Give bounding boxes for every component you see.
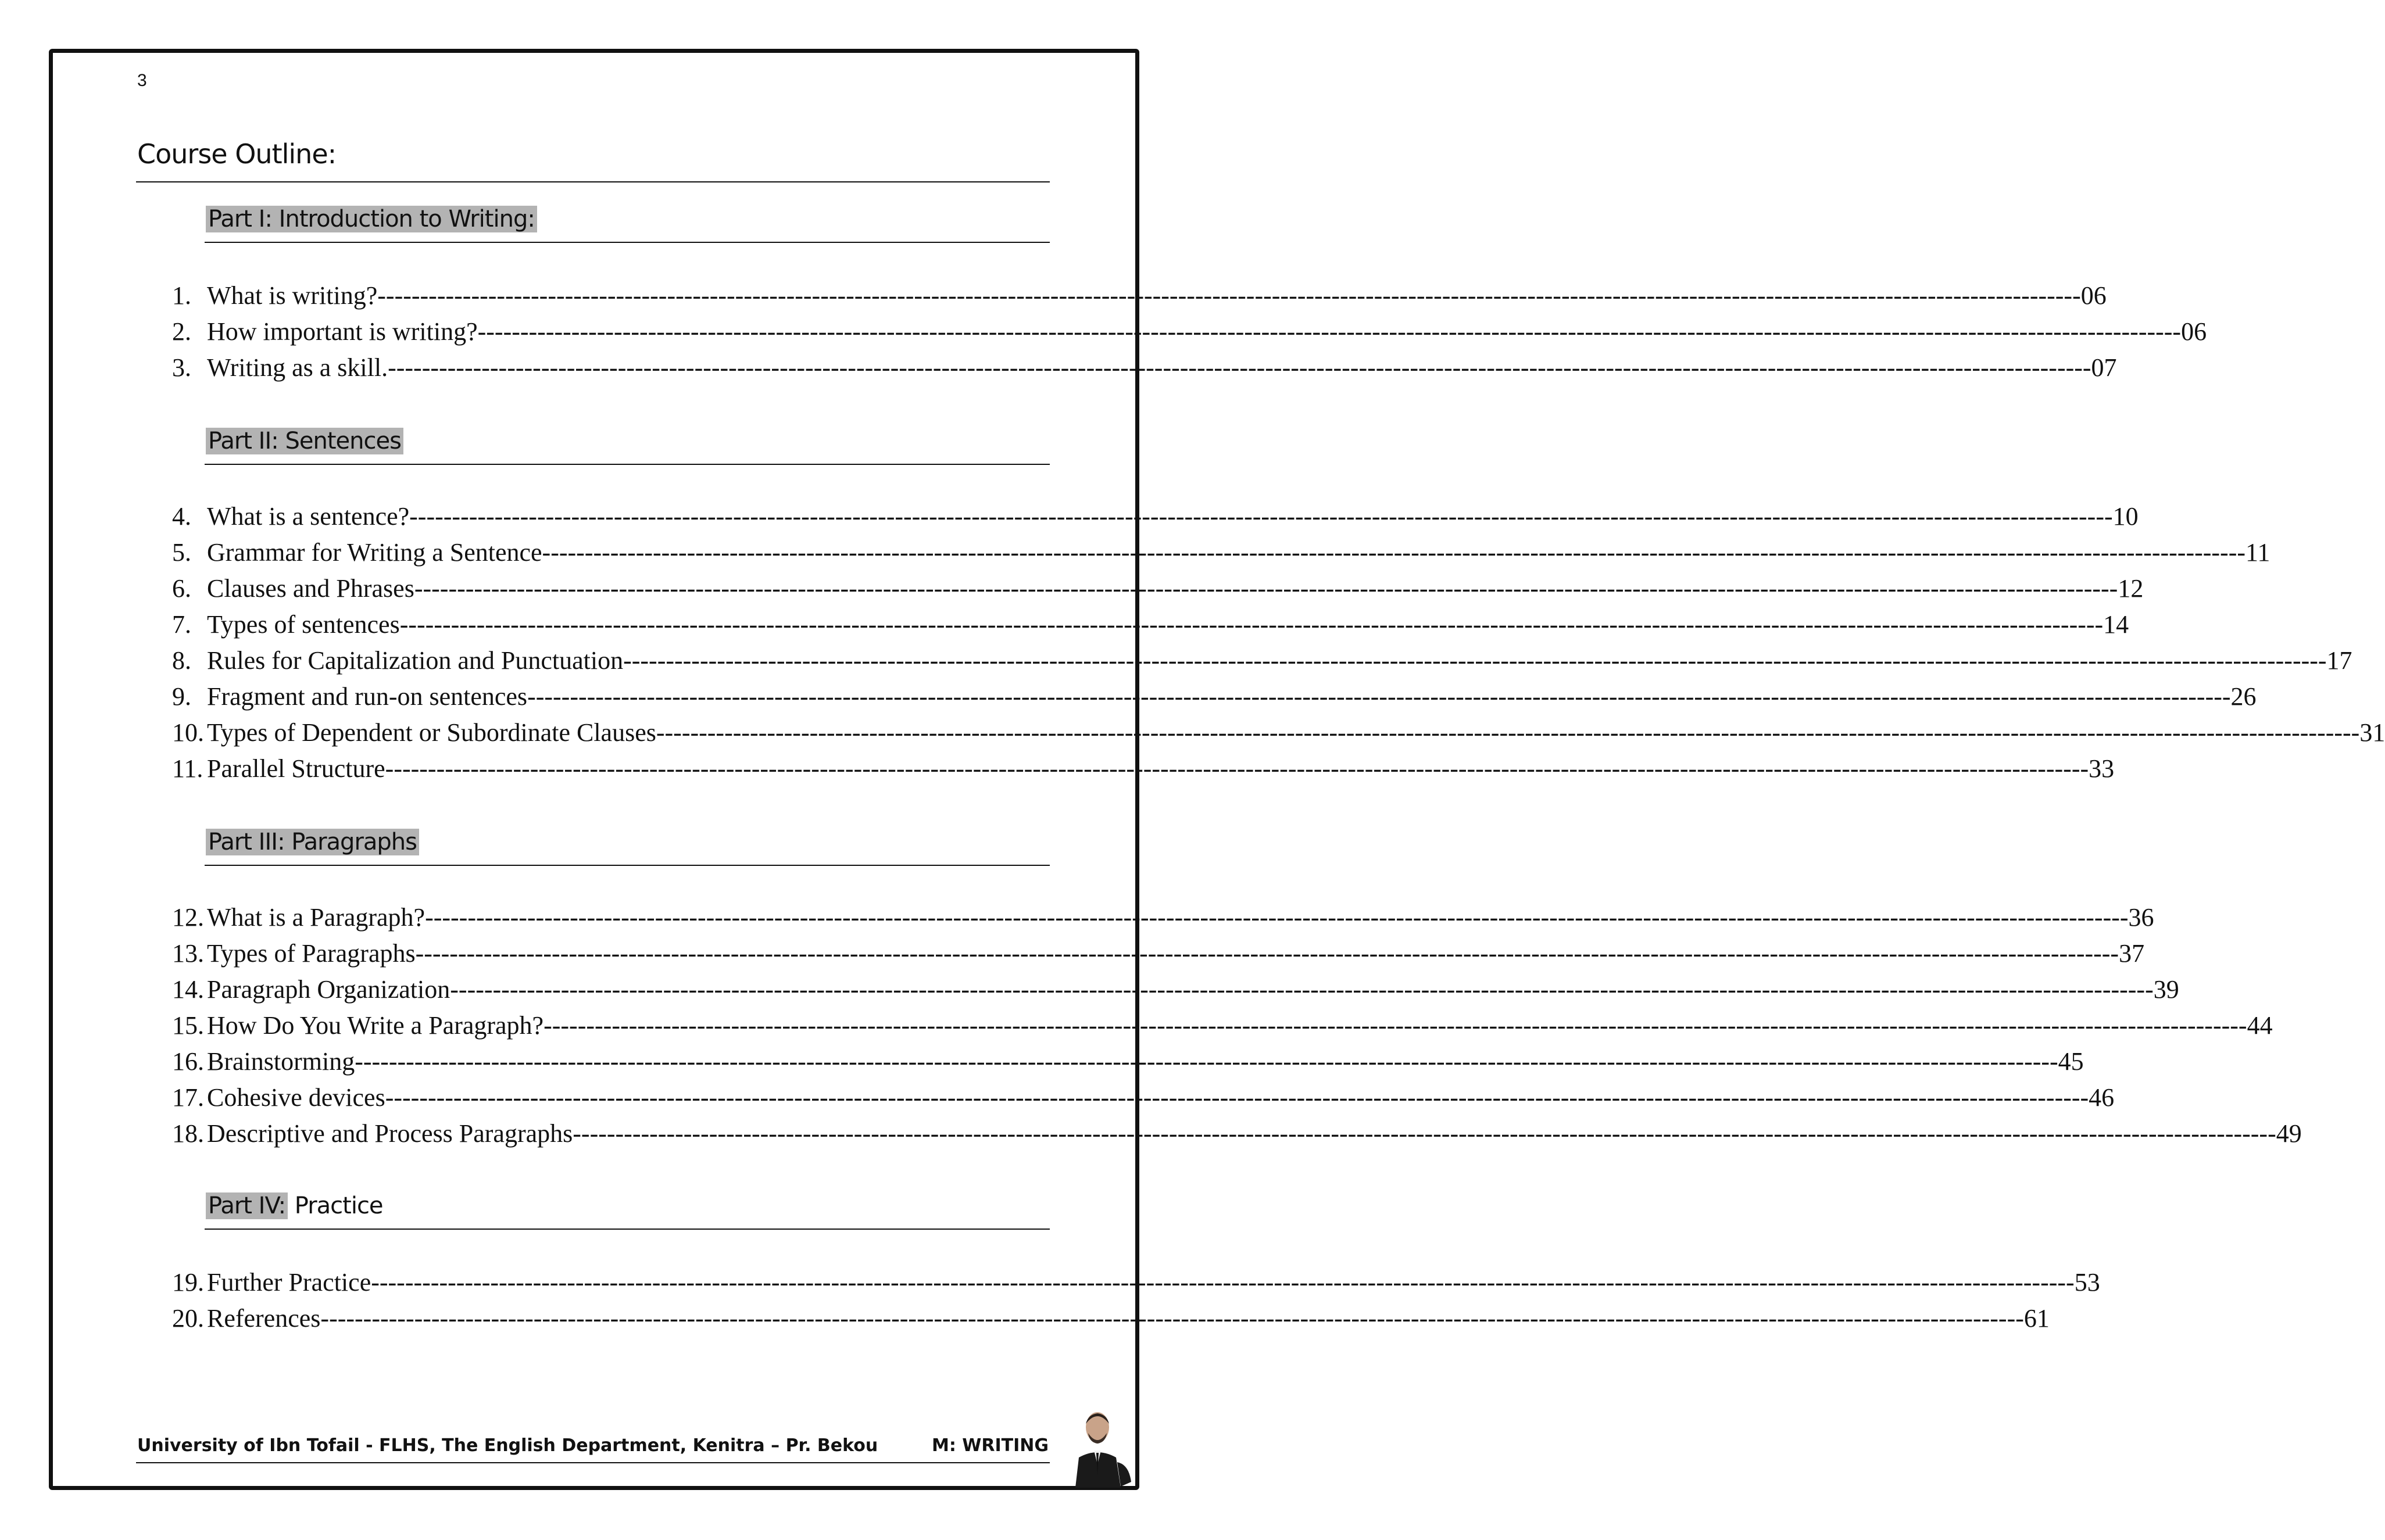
toc-entry-leader: --------------------------------------------------------------------------------------------------------------------------------------------------------------------------------------------------------	[415, 939, 2119, 968]
toc-entry-leader: --------------------------------------------------------------------------------------------------------------------------------------------------------------------------------------------------------	[320, 1304, 2024, 1333]
toc-entry-title: Cohesive devices	[207, 1083, 385, 1112]
toc-entry-page: 06	[2181, 317, 2207, 346]
toc-entry-title: Fragment and run-on sentences	[207, 682, 528, 711]
toc-entry-title: What is writing?	[207, 281, 378, 310]
toc-entry-title: Paragraph Organization	[207, 975, 450, 1004]
toc-entry-page: 36	[2128, 903, 2154, 932]
toc-entry-number: 5.	[172, 538, 191, 567]
toc-entry-title: Further Practice	[207, 1268, 371, 1297]
toc-entry-number: 16.	[172, 1047, 204, 1076]
toc-entry	[172, 607, 2129, 643]
toc-entry	[172, 1008, 2273, 1044]
toc-entry-page: 44	[2247, 1011, 2273, 1040]
toc-entry-title: How important is writing?	[207, 317, 478, 346]
toc-entry-leader: --------------------------------------------------------------------------------------------------------------------------------------------------------------------------------------------------------	[414, 574, 2118, 603]
footer-module: M: WRITING	[931, 1435, 1049, 1456]
toc-entry-title: Writing as a skill.	[207, 353, 388, 382]
toc-entry-page: 17	[2326, 646, 2352, 675]
toc-entry-number: 14.	[172, 975, 204, 1004]
toc-entry-title: Descriptive and Process Paragraphs	[207, 1119, 573, 1148]
toc-entry-leader: --------------------------------------------------------------------------------------------------------------------------------------------------------------------------------------------------------	[573, 1119, 2276, 1148]
toc-entry-leader: --------------------------------------------------------------------------------------------------------------------------------------------------------------------------------------------------------	[527, 682, 2231, 711]
toc-entry-title: How Do You Write a Paragraph?	[207, 1011, 544, 1040]
toc-entry-page: 39	[2153, 975, 2179, 1004]
toc-entry	[172, 1116, 2302, 1152]
part-2-entries	[172, 499, 2385, 787]
toc-entry-page: 07	[2091, 353, 2117, 382]
toc-entry-page: 37	[2119, 939, 2145, 968]
toc-entry-number: 13.	[172, 939, 204, 968]
part-heading-3	[206, 825, 419, 859]
toc-entry-number: 17.	[172, 1083, 204, 1112]
footer-institution: University of Ibn Tofail - FLHS, The English Department, Kenitra – Pr. Bekou	[137, 1435, 878, 1456]
toc-entry-title: Parallel Structure	[207, 754, 385, 783]
toc-entry-title: Types of Dependent or Subordinate Clauses	[207, 718, 656, 747]
part-1-rule	[205, 242, 1050, 243]
toc-entry-title: Rules for Capitalization and Punctuation	[207, 646, 624, 675]
part-heading-4	[206, 1189, 383, 1223]
toc-entry-number: 2.	[172, 317, 191, 346]
toc-entry-page: 33	[2089, 754, 2115, 783]
part-4-entries	[172, 1265, 2100, 1337]
toc-entry-leader: --------------------------------------------------------------------------------------------------------------------------------------------------------------------------------------------------------	[399, 610, 2104, 639]
part-heading-2	[206, 424, 403, 458]
toc-entry-title: Clauses and Phrases	[207, 574, 414, 603]
toc-entry-page: 46	[2089, 1083, 2115, 1112]
toc-entry-page: 11	[2245, 538, 2270, 567]
toc-entry	[172, 1080, 2115, 1116]
toc-entry-title: Brainstorming	[207, 1047, 355, 1076]
toc-entry	[172, 1044, 2084, 1080]
toc-entry-leader: --------------------------------------------------------------------------------------------------------------------------------------------------------------------------------------------------------	[450, 975, 2154, 1004]
footer-rule	[136, 1462, 1050, 1463]
toc-entry-title: Types of Paragraphs	[207, 939, 416, 968]
toc-entry-number: 12.	[172, 903, 204, 932]
part-2-rule	[205, 464, 1050, 465]
toc-entry-title: Grammar for Writing a Sentence	[207, 538, 542, 567]
toc-entry	[172, 314, 2207, 350]
toc-entry	[172, 1265, 2100, 1301]
toc-entry-page: 14	[2103, 610, 2129, 639]
toc-entry-page: 31	[2359, 718, 2385, 747]
toc-entry-title: What is a sentence?	[207, 502, 410, 531]
toc-entry-number: 8.	[172, 646, 191, 675]
toc-entry	[172, 715, 2385, 751]
toc-entry	[172, 751, 2115, 787]
part-4-rule	[205, 1229, 1050, 1230]
toc-entry	[172, 499, 2139, 535]
toc-entry-number: 3.	[172, 353, 191, 382]
toc-entry	[172, 1301, 2050, 1337]
toc-entry-page: 53	[2074, 1268, 2100, 1297]
toc-entry-number: 10.	[172, 718, 204, 747]
toc-entry-leader: --------------------------------------------------------------------------------------------------------------------------------------------------------------------------------------------------------	[371, 1268, 2075, 1297]
toc-entry-leader: --------------------------------------------------------------------------------------------------------------------------------------------------------------------------------------------------------	[409, 502, 2113, 531]
part-3-entries	[172, 900, 2302, 1152]
toc-entry-page: 45	[2058, 1047, 2084, 1076]
toc-entry	[172, 643, 2352, 679]
toc-entry-number: 6.	[172, 574, 191, 603]
toc-entry-leader: --------------------------------------------------------------------------------------------------------------------------------------------------------------------------------------------------------	[425, 903, 2129, 932]
toc-entry	[172, 278, 2107, 314]
part-1-entries	[172, 278, 2207, 386]
toc-entry-leader: --------------------------------------------------------------------------------------------------------------------------------------------------------------------------------------------------------	[377, 281, 2081, 310]
part-heading-2-highlight: Part II: Sentences	[206, 428, 403, 454]
toc-entry-leader: --------------------------------------------------------------------------------------------------------------------------------------------------------------------------------------------------------	[355, 1047, 2058, 1076]
part-heading-4-rest: Practice	[288, 1192, 383, 1219]
part-heading-3-highlight: Part III: Paragraphs	[206, 829, 419, 855]
toc-entry-page: 06	[2080, 281, 2107, 310]
toc-entry-number: 19.	[172, 1268, 204, 1297]
toc-entry-title: Types of sentences	[207, 610, 400, 639]
toc-entry	[172, 350, 2117, 386]
title-rule	[136, 181, 1050, 182]
toc-entry-leader: --------------------------------------------------------------------------------------------------------------------------------------------------------------------------------------------------------	[477, 317, 2182, 346]
author-photo	[1071, 1406, 1135, 1488]
toc-entry	[172, 972, 2179, 1008]
toc-entry-number: 9.	[172, 682, 191, 711]
toc-entry-number: 15.	[172, 1011, 204, 1040]
outline-title: Course Outline:	[137, 138, 337, 170]
toc-entry-number: 18.	[172, 1119, 204, 1148]
part-heading-1-highlight: Part I: Introduction to Writing:	[206, 206, 537, 232]
toc-entry-leader: --------------------------------------------------------------------------------------------------------------------------------------------------------------------------------------------------------	[385, 1083, 2089, 1112]
toc-entry-page: 10	[2112, 502, 2139, 531]
toc-entry-number: 20.	[172, 1304, 204, 1333]
toc-entry	[172, 900, 2154, 936]
toc-entry-page: 26	[2230, 682, 2257, 711]
part-3-rule	[205, 865, 1050, 866]
toc-entry-title: References	[207, 1304, 321, 1333]
toc-entry-page: 61	[2023, 1304, 2050, 1333]
toc-entry-number: 11.	[172, 754, 203, 783]
toc-entry	[172, 679, 2257, 715]
toc-entry	[172, 936, 2145, 972]
toc-entry-leader: --------------------------------------------------------------------------------------------------------------------------------------------------------------------------------------------------------	[623, 646, 2327, 675]
toc-entry-page: 12	[2118, 574, 2144, 603]
toc-entry-leader: --------------------------------------------------------------------------------------------------------------------------------------------------------------------------------------------------------	[656, 718, 2360, 747]
toc-entry-number: 1.	[172, 281, 191, 310]
toc-entry-number: 4.	[172, 502, 191, 531]
part-heading-4-highlight: Part IV:	[206, 1192, 288, 1219]
toc-entry	[172, 571, 2144, 607]
toc-entry-leader: --------------------------------------------------------------------------------------------------------------------------------------------------------------------------------------------------------	[388, 353, 2091, 382]
toc-entry-leader: --------------------------------------------------------------------------------------------------------------------------------------------------------------------------------------------------------	[542, 538, 2246, 567]
toc-entry-leader: --------------------------------------------------------------------------------------------------------------------------------------------------------------------------------------------------------	[543, 1011, 2247, 1040]
part-heading-1	[206, 202, 537, 236]
page-number: 3	[137, 71, 147, 90]
toc-entry-leader: --------------------------------------------------------------------------------------------------------------------------------------------------------------------------------------------------------	[385, 754, 2089, 783]
toc-entry-number: 7.	[172, 610, 191, 639]
footer	[137, 1435, 1049, 1456]
toc-entry	[172, 535, 2270, 571]
toc-entry-title: What is a Paragraph?	[207, 903, 425, 932]
toc-entry-page: 49	[2276, 1119, 2302, 1148]
